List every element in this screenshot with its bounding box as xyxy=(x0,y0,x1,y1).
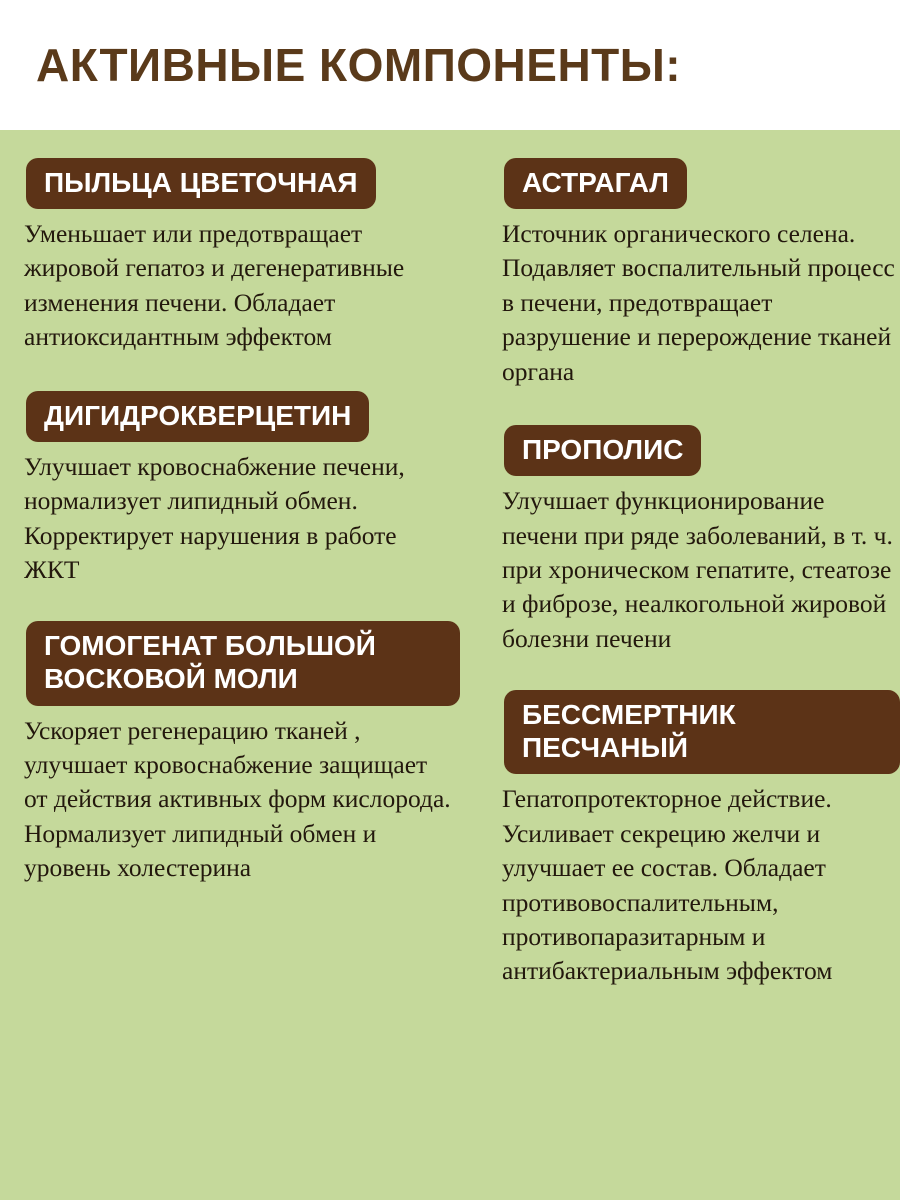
component-title-wrap xyxy=(460,425,900,476)
component-title-badge: ДИГИДРОКВЕРЦЕТИН xyxy=(26,391,369,442)
component-card-pollen xyxy=(20,158,460,355)
component-description: Улучшает кровоснабжение печени, нормализует липидный обмен. Корректирует нарушения в работе ЖКТ xyxy=(24,451,405,585)
components-content xyxy=(0,130,900,1011)
component-description: Уменьшает или предотвращает жировой гепатоз и дегенеративные изменения печени. Обладает антиоксидантным эффектом xyxy=(24,219,405,352)
components-grid xyxy=(20,158,895,1011)
components-column-right xyxy=(460,158,900,1011)
component-title-wrap xyxy=(20,158,460,209)
component-description: Источник органического селена. Подавляет воспалительный процесс в печени, предотвращает разрушение и перерождение тканей органа xyxy=(502,219,895,386)
components-column-left xyxy=(20,158,460,1011)
component-title-badge: БЕССМЕРТНИК ПЕСЧАНЫЙ xyxy=(504,690,900,774)
component-card-astragalus xyxy=(460,158,900,389)
component-card-wax-moth-homogenate xyxy=(20,621,460,885)
component-title-wrap xyxy=(20,621,460,705)
component-description: Гепатопротекторное действие. Усиливает секрецию желчи и улучшает ее состав. Обладает противовоспалительным, противопаразитарным и антибактериальным эффектом xyxy=(502,784,833,986)
component-description: Ускоряет регенерацию тканей , улучшает кровоснабжение защищает от действия активных форм кислорода. Нормализует липидный обмен и уровень холестерина xyxy=(24,715,451,883)
card-spacer xyxy=(460,678,900,690)
component-card-immortelle xyxy=(460,690,900,989)
card-spacer xyxy=(20,377,460,391)
component-title-wrap xyxy=(460,158,900,209)
component-title-wrap xyxy=(20,391,460,442)
component-title-badge: АСТРАГАЛ xyxy=(504,158,687,209)
card-spacer xyxy=(460,411,900,425)
page-header xyxy=(0,0,900,130)
card-spacer xyxy=(20,609,460,621)
component-card-dihydroquercetin xyxy=(20,391,460,588)
component-title-wrap xyxy=(460,690,900,774)
component-title-badge: ПЫЛЬЦА ЦВЕТОЧНАЯ xyxy=(26,158,376,209)
page-title: АКТИВНЫЕ КОМПОНЕНТЫ: xyxy=(36,38,682,91)
component-description: Улучшает функционирование печени при ряде заболеваний, в т. ч. при хроническом гепатите, стеатозе и фиброзе, неалкогольной жировой болезни печени xyxy=(502,486,893,653)
component-card-propolis xyxy=(460,425,900,656)
component-title-badge: ГОМОГЕНАТ БОЛЬШОЙ ВОСКОВОЙ МОЛИ xyxy=(26,621,460,705)
component-title-badge: ПРОПОЛИС xyxy=(504,425,701,476)
